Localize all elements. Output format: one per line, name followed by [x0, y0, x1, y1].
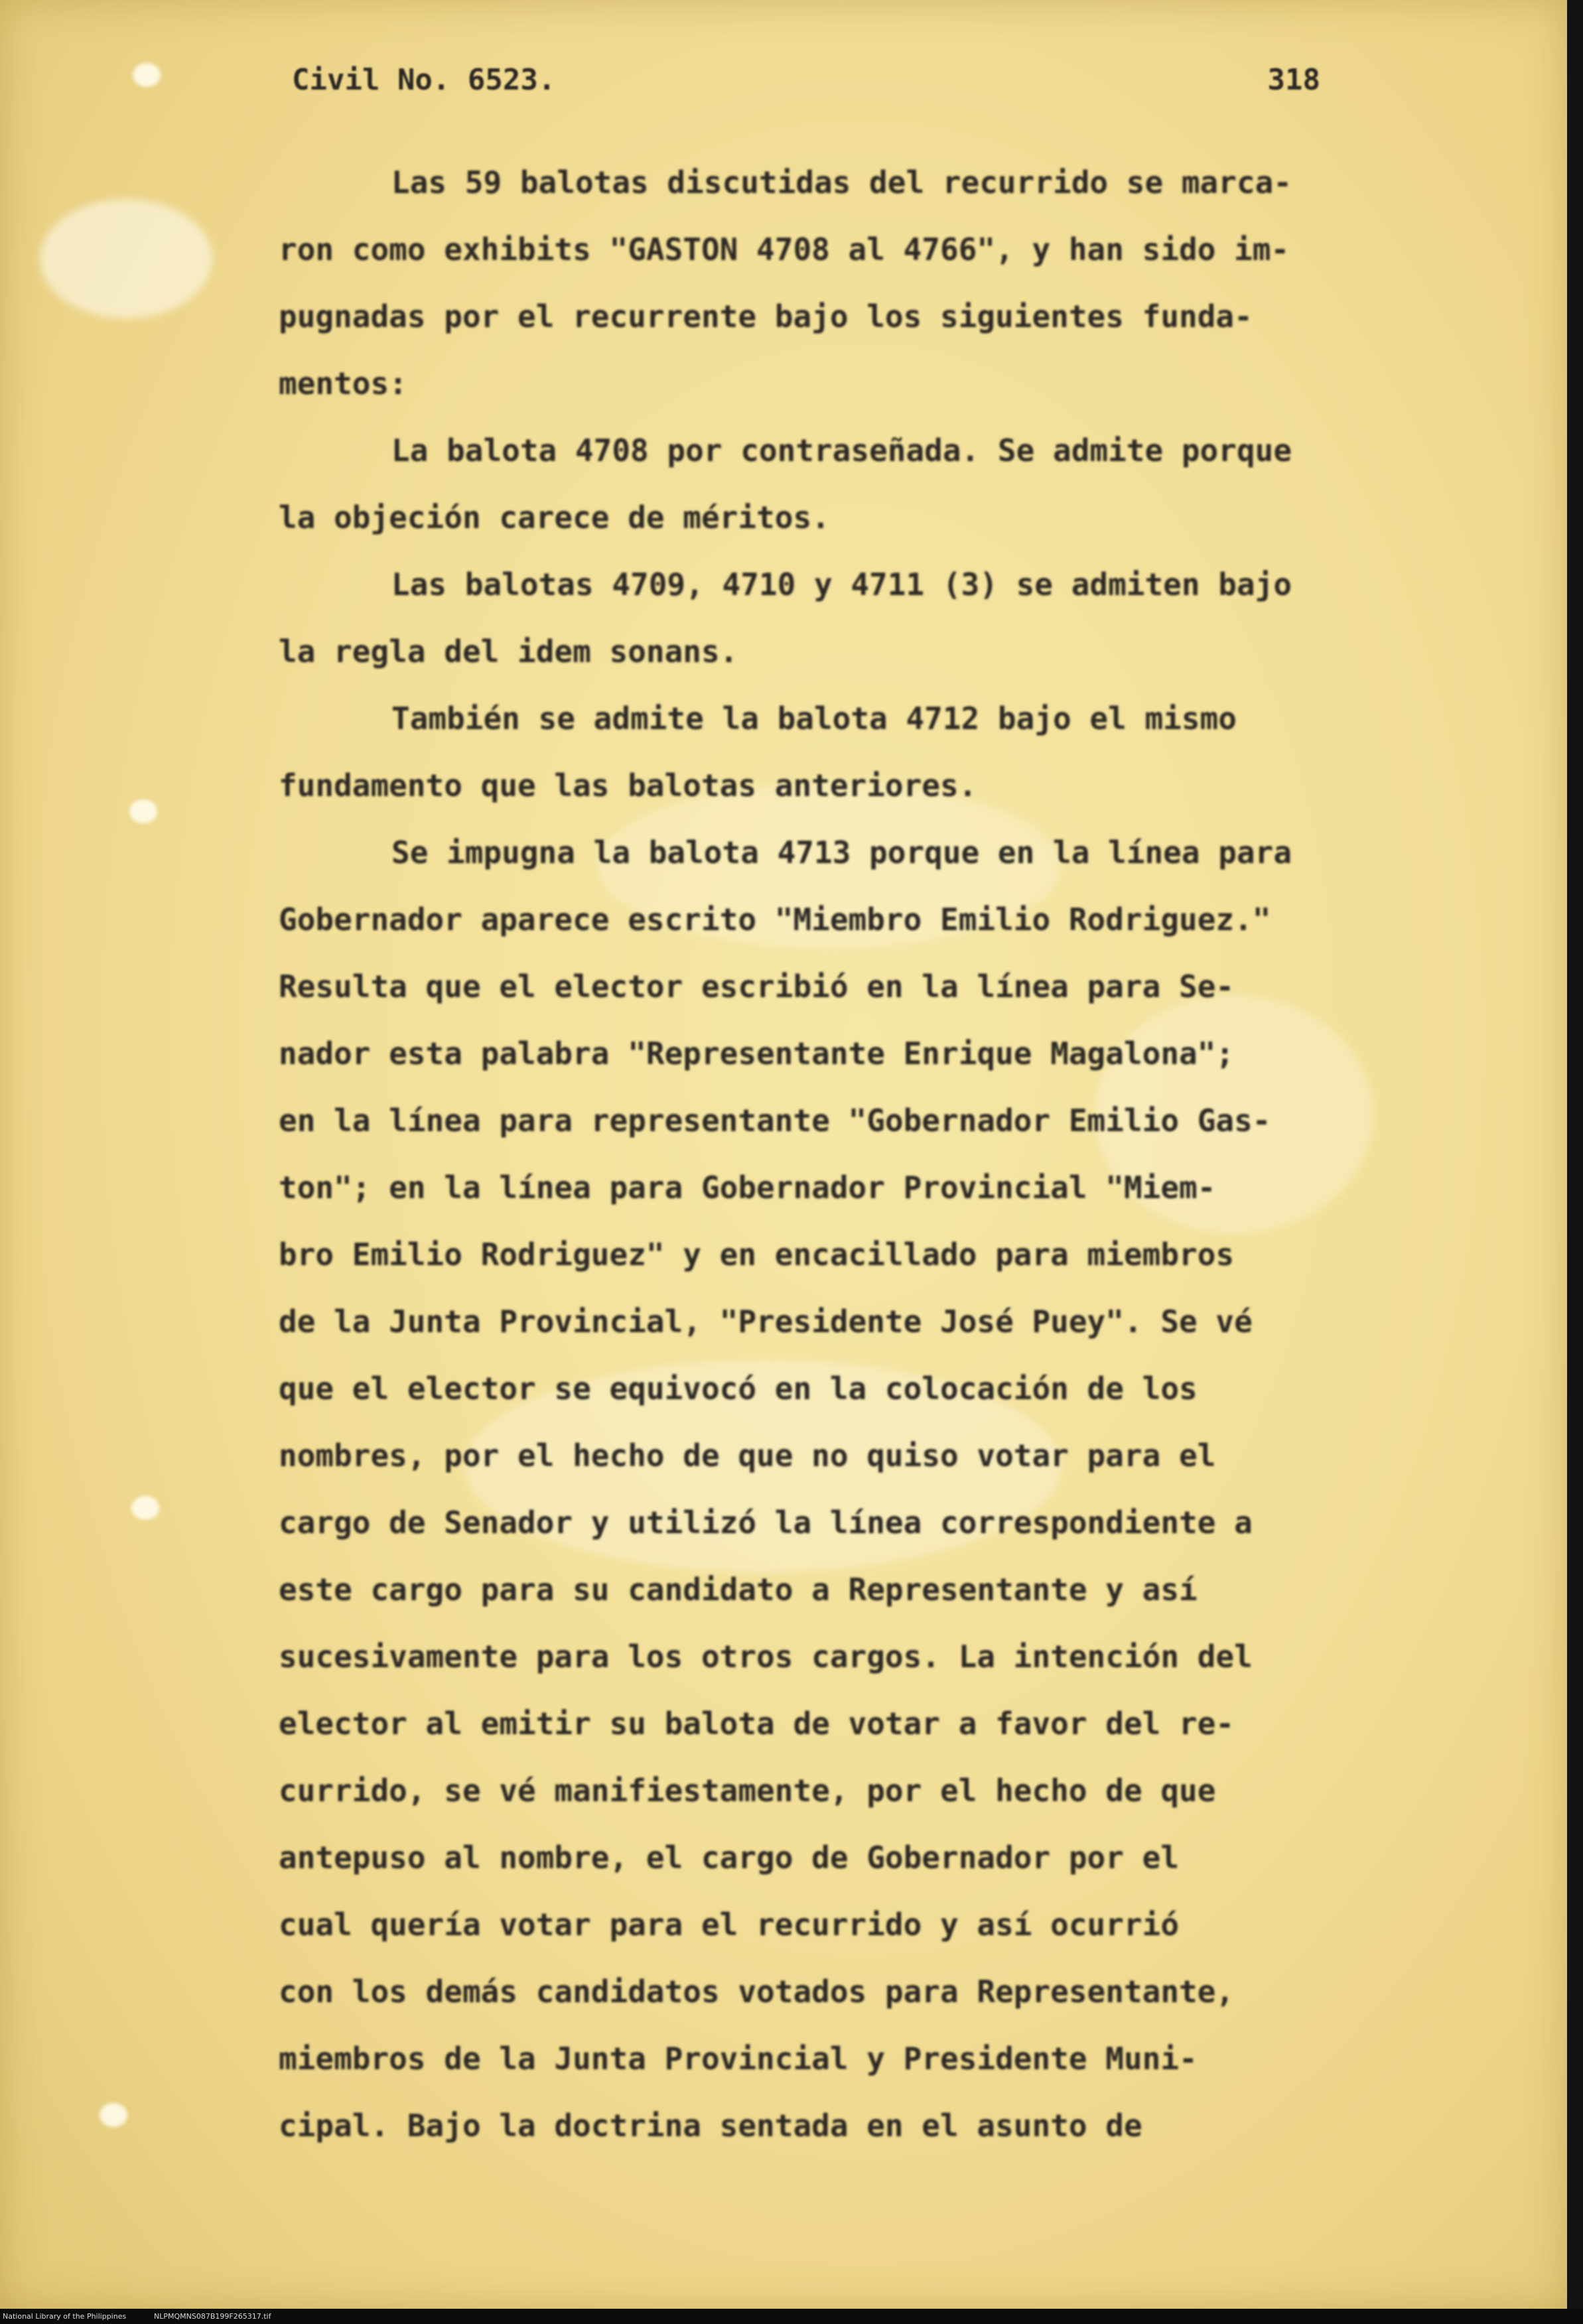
- text-line: cual quería votar para el recurrido y así ocurrió: [279, 1907, 1180, 1943]
- text-line: ron como exhibits "GASTON 4708 al 4766", y han sido im-: [279, 232, 1290, 267]
- text-line: Se impugna la balota 4713 porque en la línea para: [391, 835, 1292, 870]
- library-credit: National Library of the Philippines: [3, 2312, 127, 2321]
- scan-file-id: NLPMQMNS087B199F265317.tif: [154, 2312, 271, 2321]
- text-line: Gobernador aparece escrito "Miembro Emilio Rodriguez.": [279, 902, 1271, 937]
- text-line: antepuso al nombre, el cargo de Gobernador por el: [279, 1840, 1180, 1876]
- text-line: miembros de la Junta Provincial y Presidente Muni-: [279, 2041, 1198, 2077]
- text-line: mentos:: [279, 366, 407, 401]
- text-line: También se admite la balota 4712 bajo el mismo: [391, 701, 1237, 736]
- text-line: sucesivamente para los otros cargos. La intención del: [279, 1639, 1253, 1675]
- scan-footer: [0, 2309, 1583, 2324]
- document-body: [279, 149, 1393, 2159]
- paragraph: [279, 551, 1393, 685]
- paper-stain: [40, 199, 212, 318]
- paragraph: [279, 417, 1393, 551]
- punch-hole: [129, 799, 157, 823]
- paragraph: [279, 149, 1393, 417]
- text-line: pugnadas por el recurrente bajo los siguientes funda-: [279, 299, 1253, 334]
- case-number: Civil No. 6523.: [292, 63, 556, 97]
- text-line: nador esta palabra "Representante Enrique Magalona";: [279, 1036, 1235, 1071]
- text-line: Las balotas 4709, 4710 y 4711 (3) se admiten bajo: [391, 567, 1292, 602]
- punch-hole: [131, 1496, 159, 1520]
- scan-border: [1567, 0, 1583, 2309]
- page-header: [292, 63, 1320, 116]
- text-line: en la línea para representante "Gobernador Emilio Gas-: [279, 1103, 1271, 1138]
- punch-hole: [133, 63, 161, 87]
- text-line: La balota 4708 por contraseñada. Se admite porque: [391, 433, 1292, 468]
- text-line: elector al emitir su balota de votar a favor del re-: [279, 1706, 1235, 1742]
- text-line: bro Emilio Rodriguez" y en encacillado para miembros: [279, 1237, 1235, 1272]
- text-line: que el elector se equivocó en la colocación de los: [279, 1371, 1198, 1406]
- paragraph: [279, 685, 1393, 819]
- text-line: este cargo para su candidato a Representante y así: [279, 1572, 1198, 1607]
- page-number: 318: [1267, 63, 1320, 97]
- text-line: con los demás candidatos votados para Representante,: [279, 1974, 1235, 2010]
- text-line: fundamento que las balotas anteriores.: [279, 768, 977, 803]
- text-line: ton"; en la línea para Gobernador Provincial "Miem-: [279, 1170, 1216, 1205]
- punch-hole: [100, 2103, 127, 2127]
- text-line: la objeción carece de méritos.: [279, 500, 830, 535]
- text-line: cargo de Senador y utilizó la línea correspondiente a: [279, 1505, 1253, 1540]
- text-line: de la Junta Provincial, "Presidente José Puey". Se vé: [279, 1304, 1253, 1339]
- text-line: la regla del idem sonans.: [279, 634, 738, 669]
- text-line: nombres, por el hecho de que no quiso votar para el: [279, 1438, 1216, 1473]
- text-line: currido, se vé manifiestamente, por el hecho de que: [279, 1773, 1216, 1809]
- text-line: Las 59 balotas discutidas del recurrido se marca-: [391, 165, 1292, 200]
- paragraph: [279, 819, 1393, 2159]
- text-line: Resulta que el elector escribió en la línea para Se-: [279, 969, 1235, 1004]
- text-line: cipal. Bajo la doctrina sentada en el asunto de: [279, 2108, 1142, 2144]
